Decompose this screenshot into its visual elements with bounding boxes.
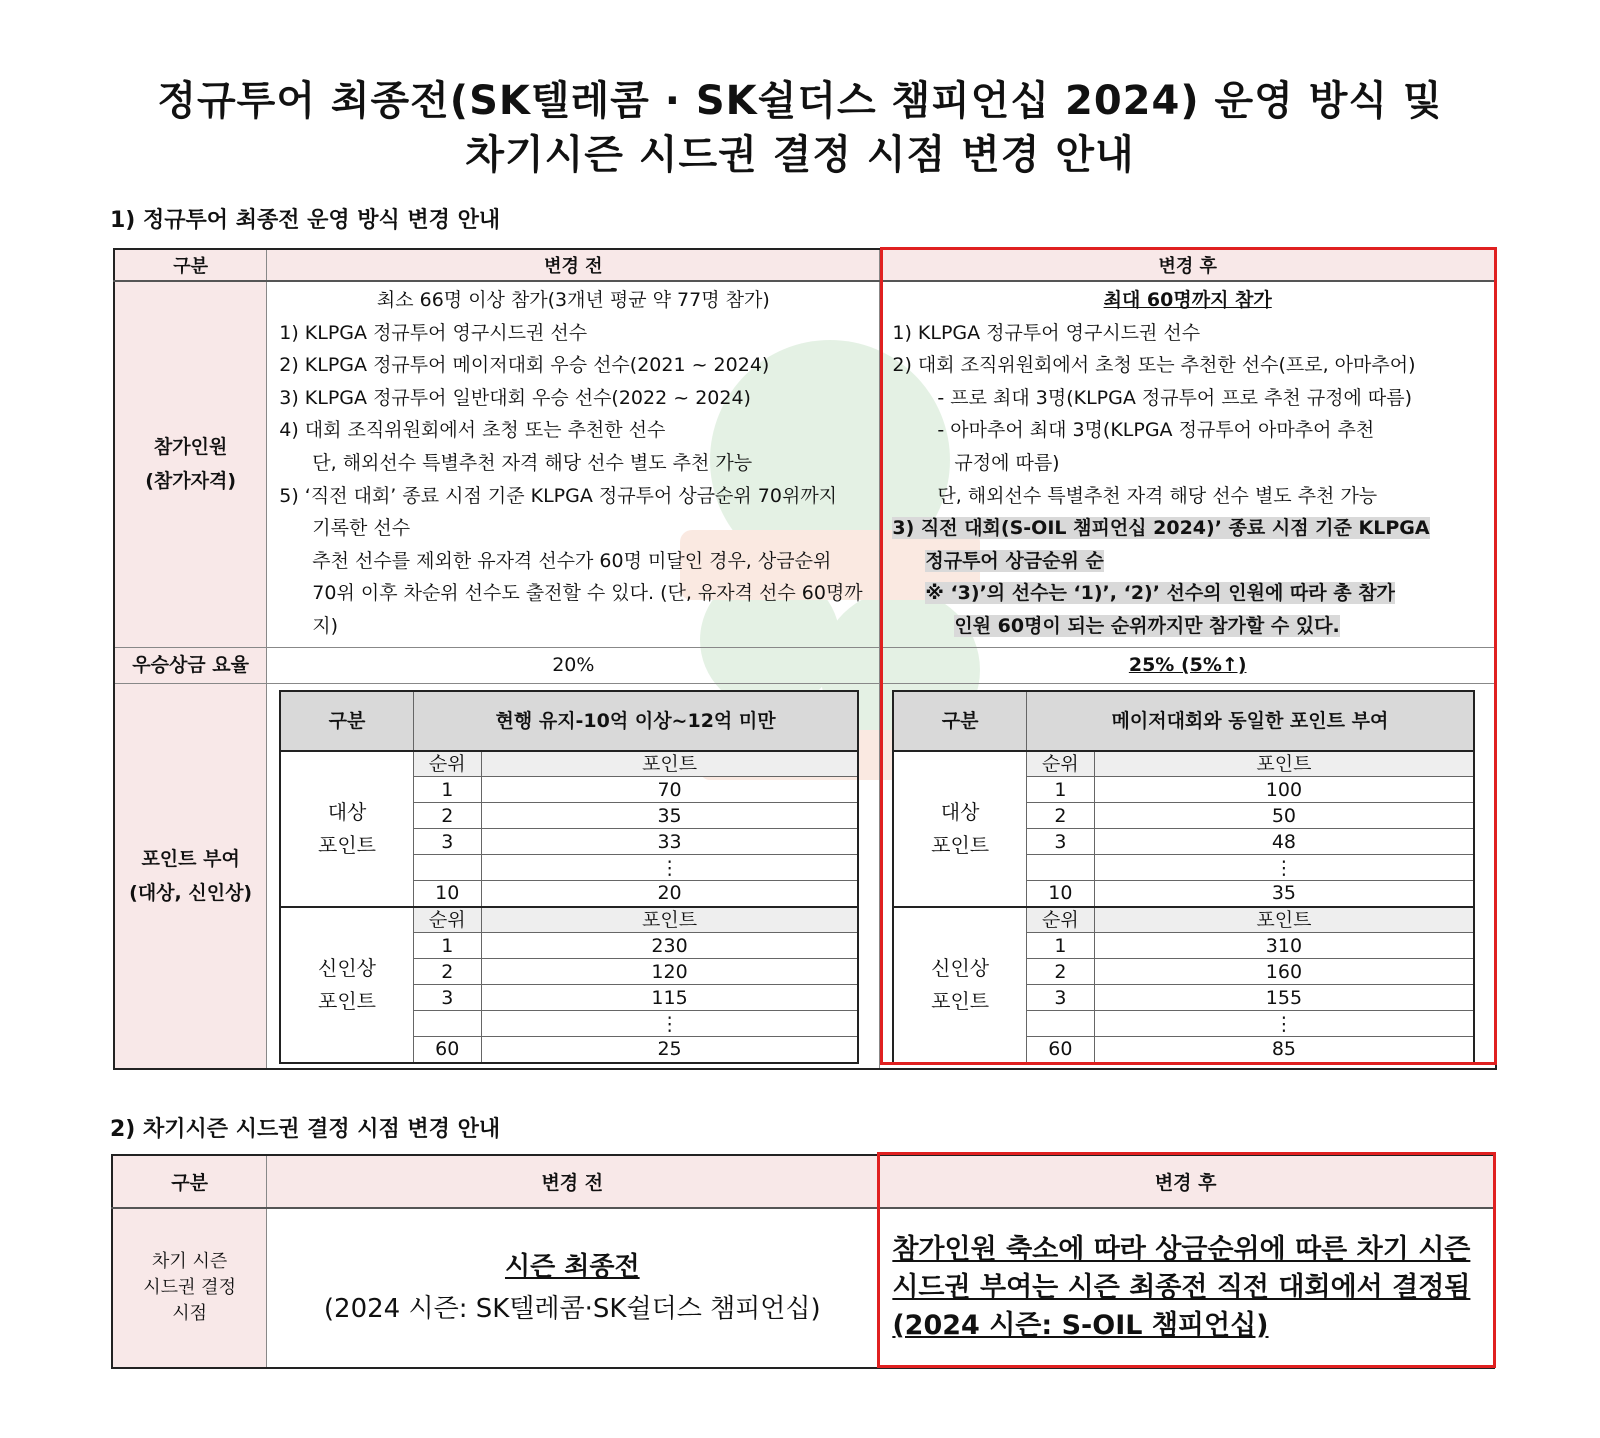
points-table-after: 구분 메이저대회와 동일한 포인트 부여 대상 포인트 순위 포인트 1 100 2 50 3 48 ⋮ 10 35 신인상 포인트 순위 포인트 1 310 2 160 3 155 ⋮ 60 85: [892, 690, 1475, 1064]
ellipsis: ⋮: [481, 855, 858, 881]
table-row: 1 230: [280, 933, 858, 959]
participants-after: 최대 60명까지 참가 1) KLPGA 정규투어 영구시드권 선수 2) 대회 조직위원회에서 초청 또는 추천한 선수(프로, 아마추어) - 프로 최대 3명(KLPGA 정규투어 프로 추천 규정에 따름) - 아마추어 최대 3명(KLPGA 정규투어 아마추어 추천 규정에 따름) 단, 해외선수 특별추천 자격 해당 선수 별도 추천 가능 3) 직전 대회(S-OIL 챔피언십 2024)’ 종료 시점 기준 KLPGA 정규투어 상금순위 순 ※ ‘3)’의 선수는 ‘1)’, ‘2)’ 선수의 인원에 따라 총 참가 인원 60명이 되는 순위까지만 참가할 수 있다.: [880, 281, 1496, 647]
table-row: 2 120: [280, 959, 858, 985]
table-row: 3 155: [893, 985, 1474, 1011]
table-row: 3 115: [280, 985, 858, 1011]
participants-before: 최소 66명 이상 참가(3개년 평균 약 77명 참가) 1) KLPGA 정규투어 영구시드권 선수 2) KLPGA 정규투어 메이저대회 우승 선수(2021 ~ 2024) 3) KLPGA 정규투어 일반대회 우승 선수(2022 ~ 2024) 4) 대회 조직위원회에서 초청 또는 추천한 선수 단, 해외선수 특별추천 자격 해당 선수 별도 추천 가능 5) ‘직전 대회’ 종료 시점 기준 KLPGA 정규투어 상금순위 70위까지 기록한 선수 추천 선수를 제외한 유자격 선수가 60명 미달인 경우, 상금순위 70위 이후 차순위 선수도 출전할 수 있다. (단, 유자격 선수 60명까지): [267, 281, 880, 647]
seed-timing-table: [111, 1154, 1495, 1369]
table-row: 1 70: [280, 777, 858, 803]
table-row: 60 85: [893, 1037, 1474, 1063]
points-table-before: 구분 현행 유지-10억 이상~12억 미만 대상 포인트 순위 포인트 1 70 2 35 3 33 ⋮ 10 20 신인상 포인트 순위 포인트 1 230 2 120 3 115 ⋮ 60 25: [279, 690, 859, 1064]
ellipsis: ⋮: [1094, 1011, 1474, 1037]
section2-heading: 2) 차기시즌 시드권 결정 시점 변경 안내: [110, 1117, 501, 1142]
rookie-label: 신인상 포인트: [893, 907, 1026, 1063]
header-after: 변경 후: [880, 249, 1496, 281]
table-row: 10 20: [280, 881, 858, 907]
seed-timing-after: 참가인원 축소에 따라 상금순위에 따른 차기 시즌 시드권 부여는 시즌 최종전 직전 대회에서 결정됨 (2024 시즌: S-OIL 챔피언십): [878, 1208, 1494, 1368]
ellipsis: ⋮: [1094, 855, 1474, 881]
section1-heading: 1) 정규투어 최종전 운영 방식 변경 안내: [110, 208, 501, 233]
points-before-cell: [267, 683, 880, 1069]
table-row: 1 310: [893, 933, 1474, 959]
header-before: 변경 전: [267, 1155, 878, 1208]
page-title-line1: 정규투어 최종전(SK텔레콤 · SK쉴더스 챔피언십 2024) 운영 방식 및: [157, 78, 1443, 124]
prize-rate-before: 20%: [267, 647, 880, 683]
seed-timing-label: 차기 시즌 시드권 결정 시점: [112, 1208, 267, 1368]
table-row: 60 25: [280, 1037, 858, 1063]
daesang-label: 대상 포인트: [280, 751, 413, 907]
points-before-title: 현행 유지-10억 이상~12억 미만: [413, 691, 858, 751]
header-after: 변경 후: [878, 1155, 1494, 1208]
table-row: 1 100: [893, 777, 1474, 803]
tour-final-changes-table: [113, 248, 1497, 1070]
table-row: 3 48: [893, 829, 1474, 855]
header-category: 구분: [112, 1155, 267, 1208]
page-title-line2: 차기시즌 시드권 결정 시점 변경 안내: [465, 132, 1135, 178]
points-after-title: 메이저대회와 동일한 포인트 부여: [1026, 691, 1474, 751]
table-row: 2 35: [280, 803, 858, 829]
points-after-cell: [880, 683, 1496, 1069]
prize-rate-label: 우승상금 요율: [114, 647, 267, 683]
rookie-label: 신인상 포인트: [280, 907, 413, 1063]
table-row: 10 35: [893, 881, 1474, 907]
table-row: 2 50: [893, 803, 1474, 829]
header-before: 변경 전: [267, 249, 880, 281]
daesang-label: 대상 포인트: [893, 751, 1026, 907]
participants-label: 참가인원 (참가자격): [114, 281, 267, 647]
points-label: 포인트 부여 (대상, 신인상): [114, 683, 267, 1069]
table-row: 3 33: [280, 829, 858, 855]
ellipsis: ⋮: [481, 1011, 858, 1037]
header-category: 구분: [114, 249, 267, 281]
prize-rate-after: 25% (5%↑): [880, 647, 1496, 683]
seed-timing-before: 시즌 최종전 (2024 시즌: SK텔레콤·SK쉴더스 챔피언십): [267, 1208, 878, 1368]
table-row: 2 160: [893, 959, 1474, 985]
